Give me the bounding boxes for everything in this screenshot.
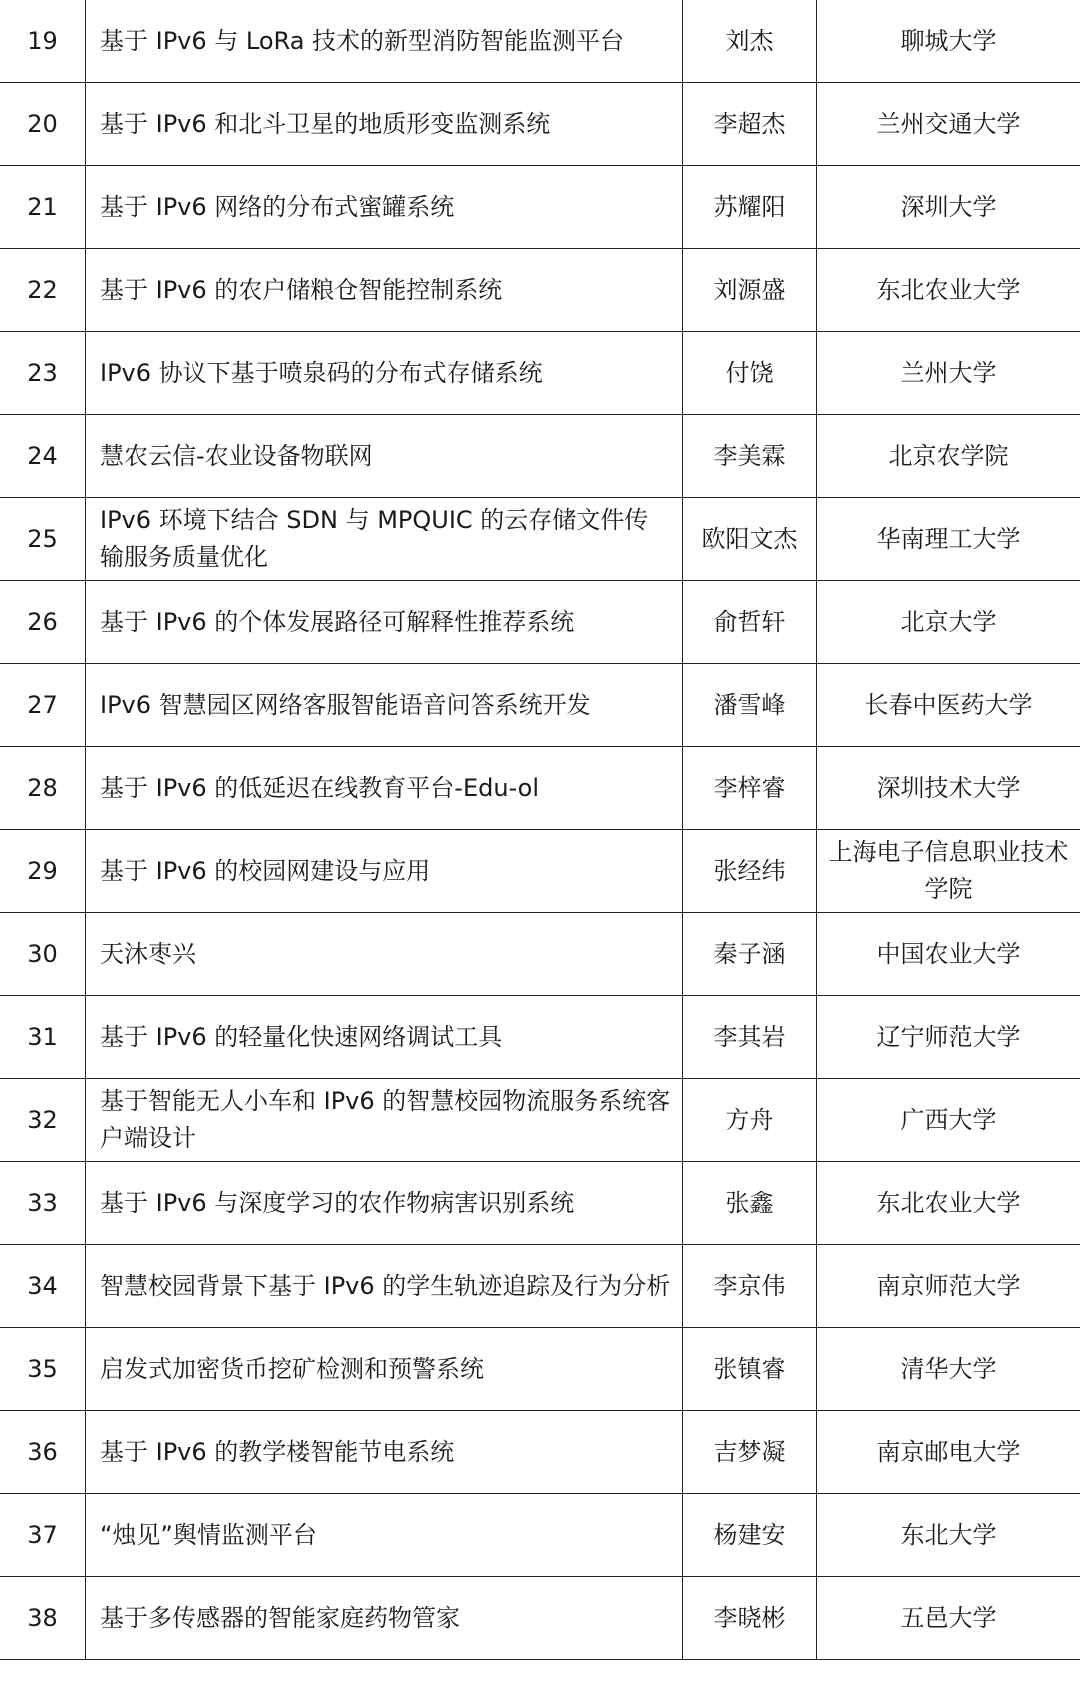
row-number: 38 [0, 1577, 86, 1660]
school-name: 南京师范大学 [817, 1245, 1080, 1328]
table-row [0, 1577, 1080, 1660]
row-number: 19 [0, 0, 86, 83]
table-row [0, 581, 1080, 664]
row-number: 24 [0, 415, 86, 498]
project-title: 天沐枣兴 [86, 913, 683, 996]
table-row [0, 249, 1080, 332]
row-number: 29 [0, 830, 86, 913]
school-name: 上海电子信息职业技术学院 [817, 830, 1080, 913]
school-name: 北京大学 [817, 581, 1080, 664]
project-title: 基于 IPv6 的校园网建设与应用 [86, 830, 683, 913]
project-leader: 潘雪峰 [683, 664, 817, 747]
table-row [0, 1162, 1080, 1245]
project-leader: 张镇睿 [683, 1328, 817, 1411]
project-title: 基于 IPv6 的轻量化快速网络调试工具 [86, 996, 683, 1079]
project-leader: 刘源盛 [683, 249, 817, 332]
project-leader: 苏耀阳 [683, 166, 817, 249]
row-number: 34 [0, 1245, 86, 1328]
project-leader: 刘杰 [683, 0, 817, 83]
row-number: 28 [0, 747, 86, 830]
school-name: 清华大学 [817, 1328, 1080, 1411]
project-title: 基于 IPv6 的教学楼智能节电系统 [86, 1411, 683, 1494]
table-row [0, 913, 1080, 996]
school-name: 深圳大学 [817, 166, 1080, 249]
school-name: 辽宁师范大学 [817, 996, 1080, 1079]
project-leader: 李美霖 [683, 415, 817, 498]
row-number: 33 [0, 1162, 86, 1245]
school-name: 五邑大学 [817, 1577, 1080, 1660]
row-number: 25 [0, 498, 86, 581]
school-name: 北京农学院 [817, 415, 1080, 498]
school-name: 兰州大学 [817, 332, 1080, 415]
table-row [0, 996, 1080, 1079]
row-number: 23 [0, 332, 86, 415]
table-row [0, 1328, 1080, 1411]
school-name: 聊城大学 [817, 0, 1080, 83]
table-row [0, 498, 1080, 581]
row-number: 36 [0, 1411, 86, 1494]
row-number: 26 [0, 581, 86, 664]
project-title: 基于多传感器的智能家庭药物管家 [86, 1577, 683, 1660]
project-title: IPv6 协议下基于喷泉码的分布式存储系统 [86, 332, 683, 415]
row-number: 30 [0, 913, 86, 996]
project-title: 基于 IPv6 的农户储粮仓智能控制系统 [86, 249, 683, 332]
table-row [0, 166, 1080, 249]
project-leader: 李京伟 [683, 1245, 817, 1328]
school-name: 东北农业大学 [817, 1162, 1080, 1245]
project-title: 基于 IPv6 和北斗卫星的地质形变监测系统 [86, 83, 683, 166]
row-number: 37 [0, 1494, 86, 1577]
project-title: IPv6 智慧园区网络客服智能语音问答系统开发 [86, 664, 683, 747]
school-name: 兰州交通大学 [817, 83, 1080, 166]
project-leader: 秦子涵 [683, 913, 817, 996]
project-title: 基于 IPv6 与深度学习的农作物病害识别系统 [86, 1162, 683, 1245]
row-number: 22 [0, 249, 86, 332]
project-leader: 张鑫 [683, 1162, 817, 1245]
project-leader: 杨建安 [683, 1494, 817, 1577]
project-title: 慧农云信-农业设备物联网 [86, 415, 683, 498]
school-name: 东北农业大学 [817, 249, 1080, 332]
table-row [0, 1494, 1080, 1577]
project-leader: 欧阳文杰 [683, 498, 817, 581]
project-title: 基于智能无人小车和 IPv6 的智慧校园物流服务系统客户端设计 [86, 1079, 683, 1162]
project-leader: 俞哲轩 [683, 581, 817, 664]
project-title: 基于 IPv6 与 LoRa 技术的新型消防智能监测平台 [86, 0, 683, 83]
table-row [0, 332, 1080, 415]
row-number: 27 [0, 664, 86, 747]
project-leader: 方舟 [683, 1079, 817, 1162]
table-row [0, 415, 1080, 498]
table-row [0, 664, 1080, 747]
table-row [0, 1411, 1080, 1494]
row-number: 21 [0, 166, 86, 249]
table-row [0, 1245, 1080, 1328]
project-leader: 李梓睿 [683, 747, 817, 830]
school-name: 深圳技术大学 [817, 747, 1080, 830]
table-row [0, 747, 1080, 830]
project-leader: 李超杰 [683, 83, 817, 166]
row-number: 31 [0, 996, 86, 1079]
project-title: IPv6 环境下结合 SDN 与 MPQUIC 的云存储文件传输服务质量优化 [86, 498, 683, 581]
row-number: 20 [0, 83, 86, 166]
school-name: 长春中医药大学 [817, 664, 1080, 747]
school-name: 南京邮电大学 [817, 1411, 1080, 1494]
table-row [0, 830, 1080, 913]
school-name: 广西大学 [817, 1079, 1080, 1162]
school-name: 东北大学 [817, 1494, 1080, 1577]
project-leader: 付饶 [683, 332, 817, 415]
row-number: 32 [0, 1079, 86, 1162]
table-row [0, 83, 1080, 166]
project-leader: 吉梦凝 [683, 1411, 817, 1494]
project-title: 基于 IPv6 的个体发展路径可解释性推荐系统 [86, 581, 683, 664]
project-leader: 李晓彬 [683, 1577, 817, 1660]
project-title: 基于 IPv6 的低延迟在线教育平台-Edu-ol [86, 747, 683, 830]
project-leader: 李其岩 [683, 996, 817, 1079]
table-row [0, 0, 1080, 83]
row-number: 35 [0, 1328, 86, 1411]
project-title: 基于 IPv6 网络的分布式蜜罐系统 [86, 166, 683, 249]
project-title: “烛见”舆情监测平台 [86, 1494, 683, 1577]
table-row [0, 1079, 1080, 1162]
project-leader: 张经纬 [683, 830, 817, 913]
school-name: 华南理工大学 [817, 498, 1080, 581]
project-title: 智慧校园背景下基于 IPv6 的学生轨迹追踪及行为分析 [86, 1245, 683, 1328]
project-title: 启发式加密货币挖矿检测和预警系统 [86, 1328, 683, 1411]
school-name: 中国农业大学 [817, 913, 1080, 996]
